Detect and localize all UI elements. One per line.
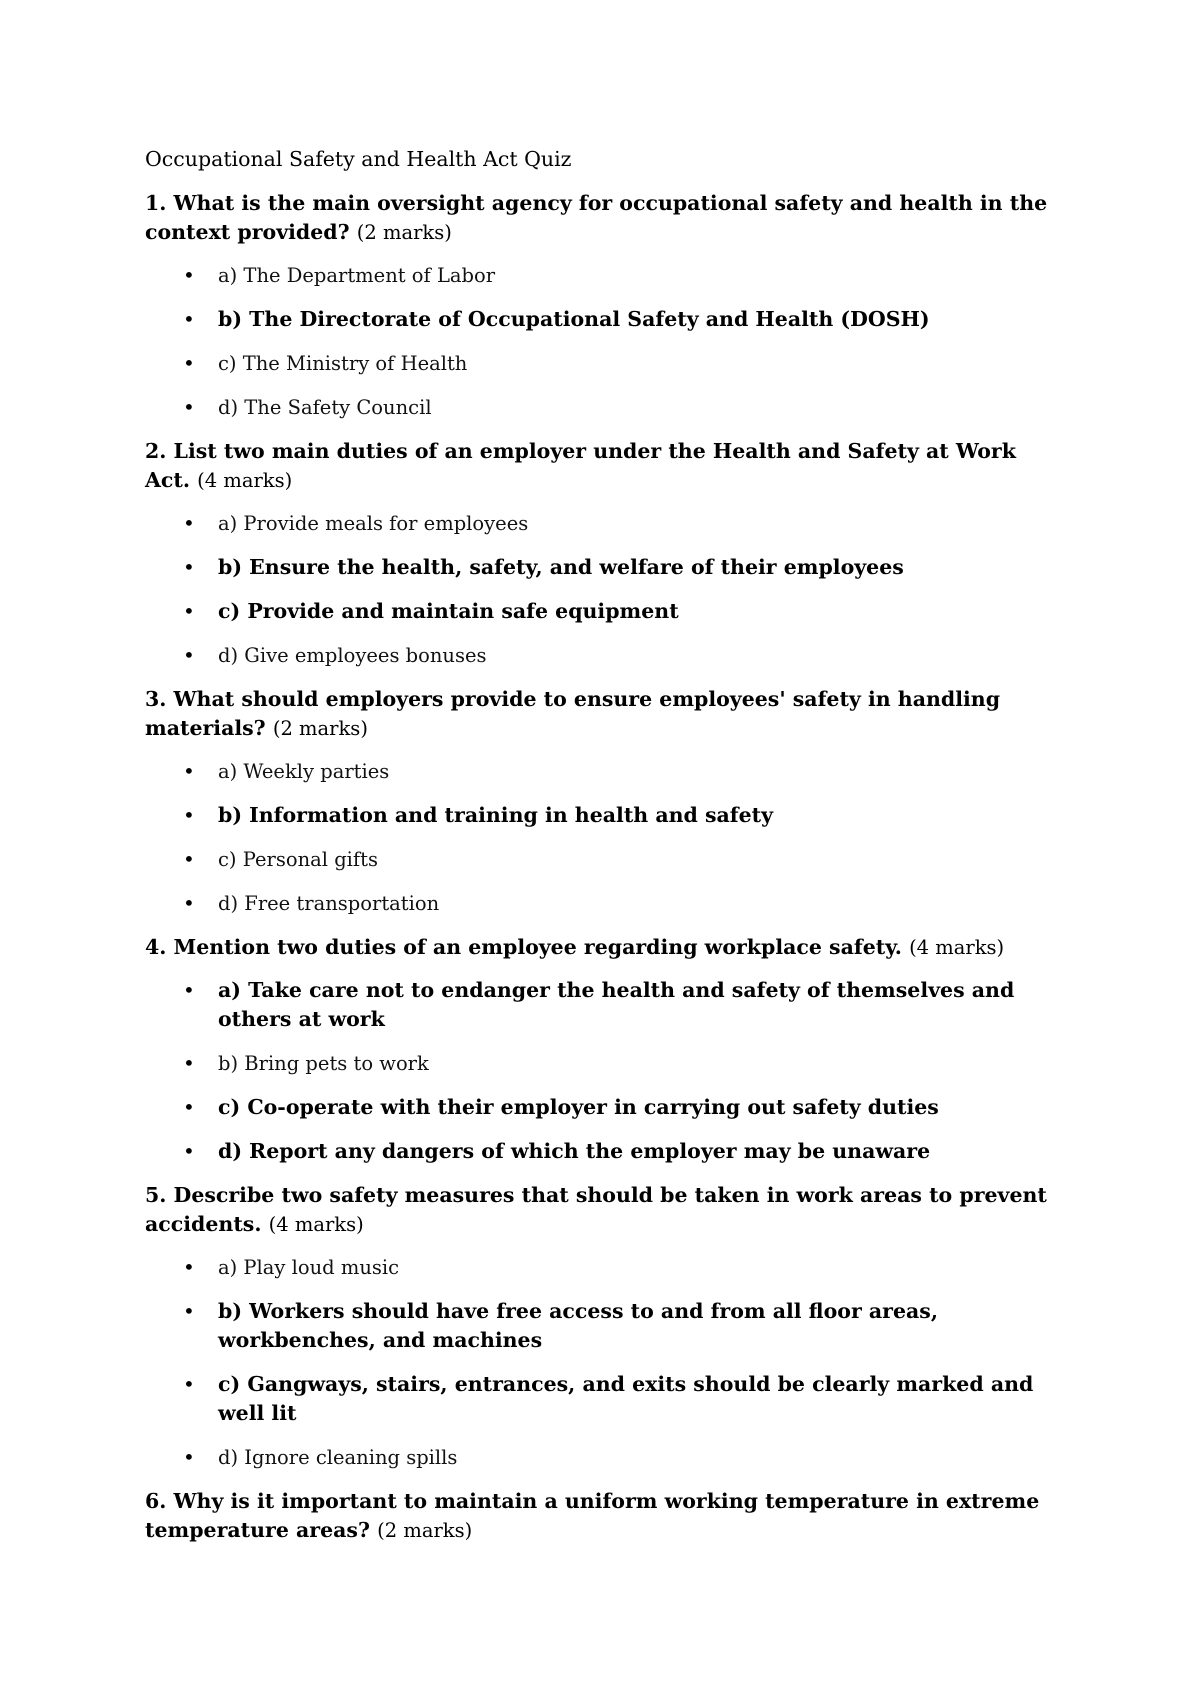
- question-marks: (4 marks): [268, 1213, 364, 1236]
- answer-label: d) Free transportation: [218, 892, 440, 915]
- question-marks: (4 marks): [909, 936, 1005, 959]
- question-6: [145, 1487, 1065, 1545]
- bullet-icon: •: [183, 978, 195, 1002]
- bullet-icon: •: [183, 847, 195, 871]
- option-list: [145, 1253, 1065, 1472]
- bullet-icon: •: [183, 307, 195, 331]
- correct-answer-label: a) Take care not to endanger the health and safety of themselves and others at work: [218, 978, 1015, 1031]
- question-3: [145, 685, 1065, 918]
- correct-answer-label: c) Provide and maintain safe equipment: [218, 599, 679, 623]
- bullet-icon: •: [183, 599, 195, 623]
- bullet-icon: •: [183, 1255, 195, 1279]
- correct-answer-label: c) Co-operate with their employer in carrying out safety duties: [218, 1095, 939, 1119]
- answer-option: [145, 597, 1065, 626]
- document-body: [145, 145, 1065, 1559]
- correct-answer-label: c) Gangways, stairs, entrances, and exits should be clearly marked and well lit: [218, 1372, 1034, 1425]
- answer-label: c) Personal gifts: [218, 848, 378, 871]
- bullet-icon: •: [183, 395, 195, 419]
- question-prompt: 6. Why is it important to maintain a uniform working temperature in extreme temperature areas?: [145, 1489, 1040, 1542]
- answer-label: a) Weekly parties: [218, 760, 390, 783]
- correct-answer-label: b) Ensure the health, safety, and welfare of their employees: [218, 555, 904, 579]
- bullet-icon: •: [183, 1445, 195, 1469]
- correct-answer-label: d) Report any dangers of which the employer may be unaware: [218, 1139, 931, 1163]
- answer-option: [145, 1049, 1065, 1078]
- question-prompt: 1. What is the main oversight agency for occupational safety and health in the context provided?: [145, 191, 1048, 244]
- question-marks: (2 marks): [377, 1519, 473, 1542]
- correct-answer-label: b) Information and training in health and safety: [218, 803, 774, 827]
- answer-option: [145, 1253, 1065, 1282]
- answer-option: [145, 801, 1065, 830]
- document-title: Occupational Safety and Health Act Quiz: [145, 147, 572, 171]
- answer-option: [145, 889, 1065, 918]
- bullet-icon: •: [183, 1139, 195, 1163]
- question-text: [145, 1181, 1065, 1239]
- question-text: [145, 685, 1065, 743]
- bullet-icon: •: [183, 351, 195, 375]
- bullet-icon: •: [183, 759, 195, 783]
- answer-label: a) Provide meals for employees: [218, 512, 529, 535]
- answer-option: [145, 845, 1065, 874]
- answer-label: a) Play loud music: [218, 1256, 400, 1279]
- question-prompt: 2. List two main duties of an employer under the Health and Safety at Work Act.: [145, 439, 1016, 492]
- question-list: [145, 189, 1065, 1545]
- answer-option: [145, 1297, 1065, 1355]
- answer-label: d) The Safety Council: [218, 396, 432, 419]
- answer-option: [145, 305, 1065, 334]
- question-5: [145, 1181, 1065, 1472]
- question-marks: (4 marks): [197, 469, 293, 492]
- bullet-icon: •: [183, 555, 195, 579]
- answer-label: b) Bring pets to work: [218, 1052, 429, 1075]
- bullet-icon: •: [183, 1299, 195, 1323]
- option-list: [145, 261, 1065, 422]
- answer-option: [145, 1443, 1065, 1472]
- answer-option: [145, 261, 1065, 290]
- bullet-icon: •: [183, 1372, 195, 1396]
- answer-option: [145, 349, 1065, 378]
- answer-option: [145, 509, 1065, 538]
- answer-option: [145, 976, 1065, 1034]
- answer-option: [145, 393, 1065, 422]
- correct-answer-label: b) Workers should have free access to and from all floor areas, workbenches, and machines: [218, 1299, 938, 1352]
- question-prompt: 5. Describe two safety measures that should be taken in work areas to prevent accidents.: [145, 1183, 1047, 1236]
- bullet-icon: •: [183, 891, 195, 915]
- bullet-icon: •: [183, 263, 195, 287]
- question-text: [145, 437, 1065, 495]
- answer-option: [145, 1137, 1065, 1166]
- correct-answer-label: b) The Directorate of Occupational Safety and Health (DOSH): [218, 307, 930, 331]
- bullet-icon: •: [183, 1051, 195, 1075]
- answer-option: [145, 1093, 1065, 1122]
- question-marks: (2 marks): [272, 717, 368, 740]
- answer-option: [145, 1370, 1065, 1428]
- question-marks: (2 marks): [356, 221, 452, 244]
- question-text: [145, 933, 1065, 962]
- answer-label: a) The Department of Labor: [218, 264, 496, 287]
- bullet-icon: •: [183, 643, 195, 667]
- answer-label: d) Ignore cleaning spills: [218, 1446, 458, 1469]
- question-prompt: 4. Mention two duties of an employee regarding workplace safety.: [145, 935, 902, 959]
- answer-option: [145, 757, 1065, 786]
- bullet-icon: •: [183, 511, 195, 535]
- answer-option: [145, 641, 1065, 670]
- bullet-icon: •: [183, 1095, 195, 1119]
- option-list: [145, 976, 1065, 1166]
- answer-label: c) The Ministry of Health: [218, 352, 468, 375]
- question-4: [145, 933, 1065, 1166]
- question-2: [145, 437, 1065, 670]
- option-list: [145, 757, 1065, 918]
- answer-label: d) Give employees bonuses: [218, 644, 487, 667]
- option-list: [145, 509, 1065, 670]
- question-prompt: 3. What should employers provide to ensure employees' safety in handling materials?: [145, 687, 1001, 740]
- bullet-icon: •: [183, 803, 195, 827]
- question-1: [145, 189, 1065, 422]
- answer-option: [145, 553, 1065, 582]
- question-text: [145, 189, 1065, 247]
- question-text: [145, 1487, 1065, 1545]
